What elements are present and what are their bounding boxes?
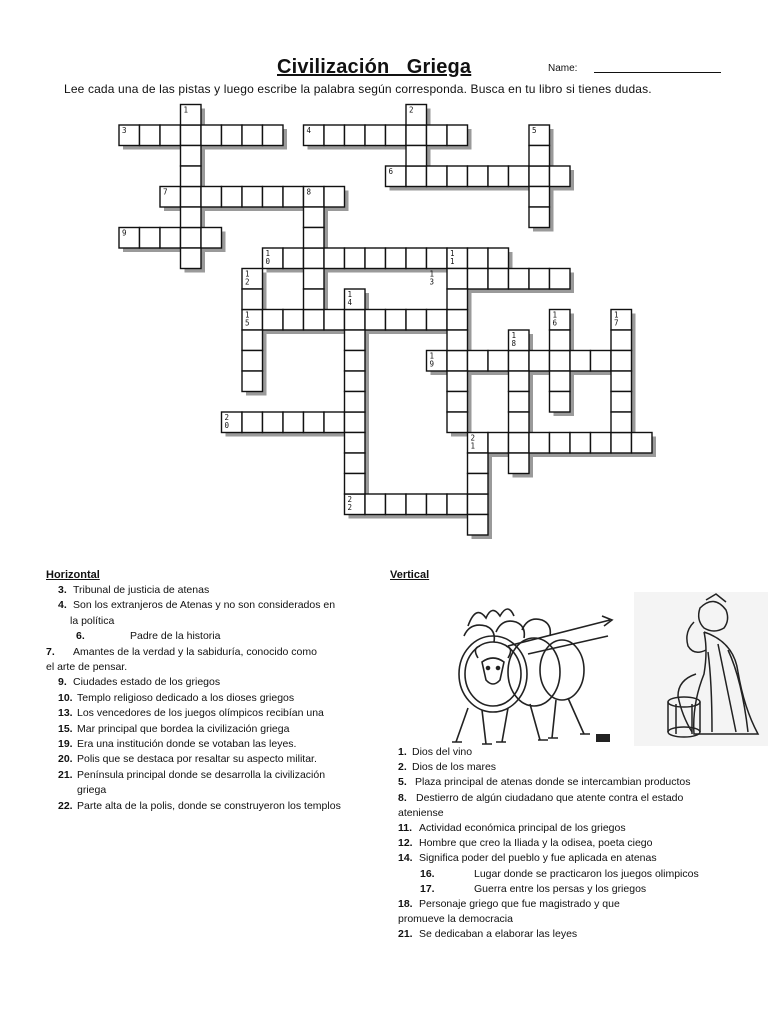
cell-number: 3: [429, 277, 435, 287]
clue-number: 14.: [398, 852, 413, 865]
crossword-cell[interactable]: [509, 351, 530, 372]
clue-text: Polis que se destaca por resaltar su aspecto militar.: [77, 753, 317, 766]
crossword-cell[interactable]: [488, 269, 509, 290]
crossword-cell[interactable]: [529, 433, 550, 454]
clue-text: Ciudades estado de los griegos: [73, 676, 221, 689]
crossword-cell[interactable]: [509, 412, 530, 433]
crossword-cell[interactable]: [181, 166, 202, 187]
crossword-cell[interactable]: [468, 248, 489, 269]
crossword-cell[interactable]: [509, 371, 530, 392]
crossword-cell[interactable]: [488, 166, 509, 187]
crossword-cell[interactable]: [324, 125, 345, 146]
cell-number: 2: [347, 495, 353, 504]
crossword-cell[interactable]: [345, 453, 366, 474]
crossword-cell[interactable]: [263, 187, 284, 208]
crossword-cell[interactable]: [488, 351, 509, 372]
crossword-cell[interactable]: [447, 494, 468, 515]
clue-text: Dios del vino: [412, 746, 473, 758]
crossword-cell[interactable]: [611, 371, 632, 392]
crossword-cell[interactable]: [427, 310, 448, 331]
crossword-cell[interactable]: [529, 166, 550, 187]
clue-text: Son los extranjeros de Atenas y no son considerados en: [73, 599, 336, 612]
crossword-cell[interactable]: [181, 146, 202, 167]
crossword-cell[interactable]: [324, 248, 345, 269]
clue-text: Era una institución donde se votaban las leyes.: [77, 738, 297, 750]
clue-text: Significa poder del pueblo y fue aplicada en atenas: [419, 852, 657, 865]
clue-number: 11.: [398, 822, 413, 834]
crossword-cell[interactable]: [201, 125, 222, 146]
cell-number: 1: [511, 331, 517, 340]
clue-text: Guerra entre los persas y los griegos: [474, 882, 647, 895]
crossword-cell[interactable]: [550, 371, 571, 392]
cell-number: 1: [450, 249, 455, 258]
crossword-cell[interactable]: [591, 433, 612, 454]
crossword-cell[interactable]: [365, 125, 386, 146]
crossword-cell[interactable]: [529, 187, 550, 208]
clue-text: Lugar donde se practicaron los juegos olimpicos: [474, 867, 699, 880]
crossword-cell[interactable]: [304, 289, 325, 310]
cell-number: 1: [614, 310, 619, 320]
clue-number: 9.: [58, 676, 67, 689]
crossword-cell[interactable]: [345, 433, 366, 454]
crossword-cell[interactable]: [345, 371, 366, 392]
clue-number: 1.: [398, 746, 407, 758]
clue-text: Templo religioso dedicado a los dioses griegos: [77, 691, 295, 704]
clue-number: 7.: [46, 645, 55, 658]
crossword-cell[interactable]: [468, 166, 489, 187]
crossword-cell[interactable]: [304, 248, 325, 269]
crossword-cell[interactable]: [509, 453, 530, 474]
crossword-cell[interactable]: [386, 310, 407, 331]
cell-number: 2: [470, 433, 476, 443]
clue-text: el arte de pensar.: [46, 661, 128, 673]
cell-number: 7: [614, 318, 619, 328]
crossword-cell[interactable]: [509, 269, 530, 290]
crossword-cell[interactable]: [304, 412, 325, 433]
crossword-cell[interactable]: [345, 351, 366, 372]
crossword-cell[interactable]: [509, 166, 530, 187]
clue-text: Tribunal de justicia de atenas: [73, 584, 210, 596]
crossword-cell[interactable]: [550, 330, 571, 351]
crossword-cell[interactable]: [386, 125, 407, 146]
crossword-cell[interactable]: [181, 125, 202, 146]
crossword-cell[interactable]: [488, 248, 509, 269]
crossword-cell[interactable]: [345, 474, 366, 495]
crossword-cell[interactable]: [468, 453, 489, 474]
crossword-cell[interactable]: [140, 125, 161, 146]
crossword-cell[interactable]: [406, 166, 427, 187]
crossword-cell[interactable]: [345, 310, 366, 331]
page-title: Civilización Griega: [277, 56, 472, 78]
clue-number: 16.: [420, 867, 435, 880]
clue-number: 17.: [420, 882, 435, 895]
crossword-cell[interactable]: [406, 125, 427, 146]
crossword-cell[interactable]: [447, 351, 468, 372]
crossword-cell[interactable]: [611, 412, 632, 433]
cell-number: 6: [552, 318, 558, 328]
crossword-cell[interactable]: [324, 187, 345, 208]
cell-number: 1: [470, 441, 476, 451]
clue-number: 4.: [58, 599, 67, 612]
crossword-cell[interactable]: [365, 248, 386, 269]
name-label: Name:: [548, 63, 578, 74]
crossword-cell[interactable]: [263, 310, 284, 331]
cell-number: 2: [347, 503, 353, 512]
crossword-cell[interactable]: [181, 228, 202, 249]
crossword-cell[interactable]: [468, 269, 489, 290]
clue-text: la política: [70, 614, 115, 627]
crossword-cell[interactable]: [242, 330, 263, 351]
crossword-cell[interactable]: [591, 351, 612, 372]
cell-number: 1: [552, 310, 558, 320]
crossword-cell[interactable]: [304, 228, 325, 249]
crossword-cell[interactable]: [181, 207, 202, 228]
crossword-cell[interactable]: [345, 248, 366, 269]
cell-number: 8: [306, 187, 312, 197]
crossword-cell[interactable]: [345, 392, 366, 413]
crossword-cell[interactable]: [263, 412, 284, 433]
clue-text: Hombre que creo la Iliada y la odisea, poeta ciego: [419, 837, 653, 850]
crossword-cell[interactable]: [304, 269, 325, 290]
clue-text: Península principal donde se desarrolla la civilización: [77, 768, 326, 781]
clue-number: 20.: [58, 753, 73, 766]
crossword-cell[interactable]: [529, 146, 550, 167]
clue-number: 18.: [398, 898, 413, 910]
crossword-cell[interactable]: [365, 310, 386, 331]
crossword-cell[interactable]: [447, 330, 468, 351]
cell-number: 7: [163, 187, 168, 197]
crossword-cell[interactable]: [345, 125, 366, 146]
cell-number: 6: [388, 167, 394, 176]
cell-number: 9: [122, 228, 127, 238]
cell-number: 1: [429, 351, 435, 361]
cell-number: 5: [532, 126, 537, 135]
crossword-cell[interactable]: [406, 310, 427, 331]
crossword-cell[interactable]: [509, 433, 530, 454]
crossword-cell[interactable]: [324, 412, 345, 433]
crossword-cell[interactable]: [283, 412, 304, 433]
crossword-cell[interactable]: [324, 310, 345, 331]
crossword-cell[interactable]: [365, 494, 386, 515]
crossword-cell[interactable]: [468, 351, 489, 372]
crossword-cell[interactable]: [427, 494, 448, 515]
crossword-cell[interactable]: [406, 248, 427, 269]
crossword-cell[interactable]: [242, 289, 263, 310]
crossword-cell[interactable]: [201, 228, 222, 249]
clue-text: Dios de los mares: [412, 761, 497, 774]
crossword-cell[interactable]: [283, 310, 304, 331]
crossword-cell[interactable]: [611, 433, 632, 454]
clue-number: 10.: [58, 691, 73, 704]
crossword-cell[interactable]: [447, 269, 468, 290]
clue-text: Destierro de algún ciudadano que atente contra el estado: [416, 791, 684, 804]
crossword-cell[interactable]: [488, 433, 509, 454]
crossword-cell[interactable]: [386, 248, 407, 269]
crossword-cell[interactable]: [242, 125, 263, 146]
clue-text: Parte alta de la polis, donde se construyeron los templos: [77, 799, 341, 812]
cell-number: 3: [122, 126, 127, 135]
crossword-cell[interactable]: [447, 166, 468, 187]
cell-number: 1: [245, 310, 250, 320]
crossword-cell[interactable]: [406, 146, 427, 167]
crossword-cell[interactable]: [447, 371, 468, 392]
crossword-cell[interactable]: [283, 248, 304, 269]
cell-number: 5: [245, 318, 250, 328]
crossword-cell[interactable]: [242, 371, 263, 392]
clue-text: Plaza principal de atenas donde se intercambian productos: [415, 776, 691, 789]
crossword-cell[interactable]: [550, 269, 571, 290]
cell-number: 2: [409, 105, 414, 115]
crossword-cell[interactable]: [447, 289, 468, 310]
clue-number: 6.: [76, 630, 85, 643]
cell-number: 8: [511, 339, 517, 348]
horizontal-heading: Horizontal: [46, 569, 100, 581]
crossword-cell[interactable]: [181, 248, 202, 269]
crossword-cell[interactable]: [181, 187, 202, 208]
crossword-cell[interactable]: [406, 494, 427, 515]
crossword-cell[interactable]: [611, 392, 632, 413]
crossword-cell[interactable]: [550, 166, 571, 187]
cell-number: 9: [429, 359, 435, 369]
clue-number: 2.: [398, 761, 407, 774]
clue-text: Amantes de la verdad y la sabiduría, conocido como: [73, 645, 317, 658]
clue-number: 21.: [58, 768, 73, 781]
cell-number: 4: [306, 126, 312, 135]
cell-number: 2: [245, 277, 250, 287]
cell-number: 2: [224, 413, 230, 422]
clue-number: 22.: [58, 799, 73, 812]
crossword-cell[interactable]: [283, 187, 304, 208]
clue-text: promueve la democracia: [398, 913, 513, 926]
crossword-cell[interactable]: [468, 474, 489, 495]
greek-hoplites-illustration: [438, 596, 618, 748]
crossword-cell[interactable]: [550, 392, 571, 413]
crossword-cell[interactable]: [447, 310, 468, 331]
cell-number: 1: [245, 269, 250, 279]
crossword-cell[interactable]: [263, 125, 284, 146]
crossword-cell[interactable]: [242, 412, 263, 433]
crossword-cell[interactable]: [427, 125, 448, 146]
clue-text: Personaje griego que fue magistrado y que: [419, 898, 620, 910]
crossword-cell[interactable]: [570, 433, 591, 454]
seated-greek-figure-illustration: [634, 592, 768, 746]
crossword-cell[interactable]: [427, 166, 448, 187]
crossword-cell[interactable]: [529, 351, 550, 372]
clue-text: griega: [77, 784, 107, 797]
crossword-cell[interactable]: [550, 433, 571, 454]
clue-number: 12.: [398, 837, 413, 850]
crossword-cell[interactable]: [611, 351, 632, 372]
cell-number: 1: [347, 290, 353, 299]
crossword-cell[interactable]: [447, 392, 468, 413]
crossword-cell[interactable]: [160, 228, 181, 249]
cell-number: 1: [450, 257, 455, 266]
crossword-cell[interactable]: [447, 412, 468, 433]
clue-text: Padre de la historia: [130, 630, 221, 643]
clue-text: Actividad económica principal de los griegos: [419, 822, 626, 834]
clue-number: 19.: [58, 738, 73, 750]
crossword-cell[interactable]: [242, 187, 263, 208]
crossword-cell[interactable]: [242, 351, 263, 372]
instructions: Lee cada una de las pistas y luego escribe la palabra según corresponda. Busca en tu libro si tienes dudas.: [64, 82, 652, 96]
crossword-cell[interactable]: [304, 207, 325, 228]
clue-text: Mar principal que bordea la civilización griega: [77, 722, 290, 735]
crossword-cell[interactable]: [550, 351, 571, 372]
crossword-cell[interactable]: [468, 494, 489, 515]
crossword-cell[interactable]: [160, 125, 181, 146]
clue-number: 21.: [398, 928, 413, 941]
clue-text: ateniense: [398, 806, 444, 819]
clue-number: 8.: [398, 791, 407, 804]
crossword-cell[interactable]: [611, 330, 632, 351]
crossword-cell[interactable]: [509, 392, 530, 413]
crossword-cell[interactable]: [529, 207, 550, 228]
crossword-cell[interactable]: [345, 412, 366, 433]
crossword-cell[interactable]: [222, 125, 243, 146]
cell-number: 0: [224, 421, 230, 430]
crossword-cell[interactable]: [222, 187, 243, 208]
crossword-cell[interactable]: [140, 228, 161, 249]
cell-number: 1: [265, 249, 271, 258]
clue-number: 13.: [58, 707, 73, 720]
crossword-cell[interactable]: [632, 433, 653, 454]
cell-number: 1: [183, 105, 189, 115]
clue-number: 5.: [398, 776, 407, 789]
crossword-cell[interactable]: [304, 310, 325, 331]
crossword-cell[interactable]: [201, 187, 222, 208]
crossword-cell[interactable]: [427, 248, 448, 269]
clue-number: 3.: [58, 584, 67, 596]
cell-number: 0: [265, 257, 271, 266]
crossword-cell[interactable]: [447, 125, 468, 146]
vertical-heading: Vertical: [390, 569, 430, 581]
clue-text: Se dedicaban a elaborar las leyes: [419, 928, 578, 941]
crossword-cell[interactable]: [386, 494, 407, 515]
cell-number: 4: [347, 298, 353, 307]
clue-text: Los vencedores de los juegos olímpicos recibían una: [77, 707, 324, 720]
crossword-cell[interactable]: [468, 515, 489, 536]
cell-number: 1: [429, 269, 435, 279]
crossword-cell[interactable]: [529, 269, 550, 290]
crossword-cell[interactable]: [570, 351, 591, 372]
crossword-cell[interactable]: [345, 330, 366, 351]
clue-number: 15.: [58, 722, 73, 735]
